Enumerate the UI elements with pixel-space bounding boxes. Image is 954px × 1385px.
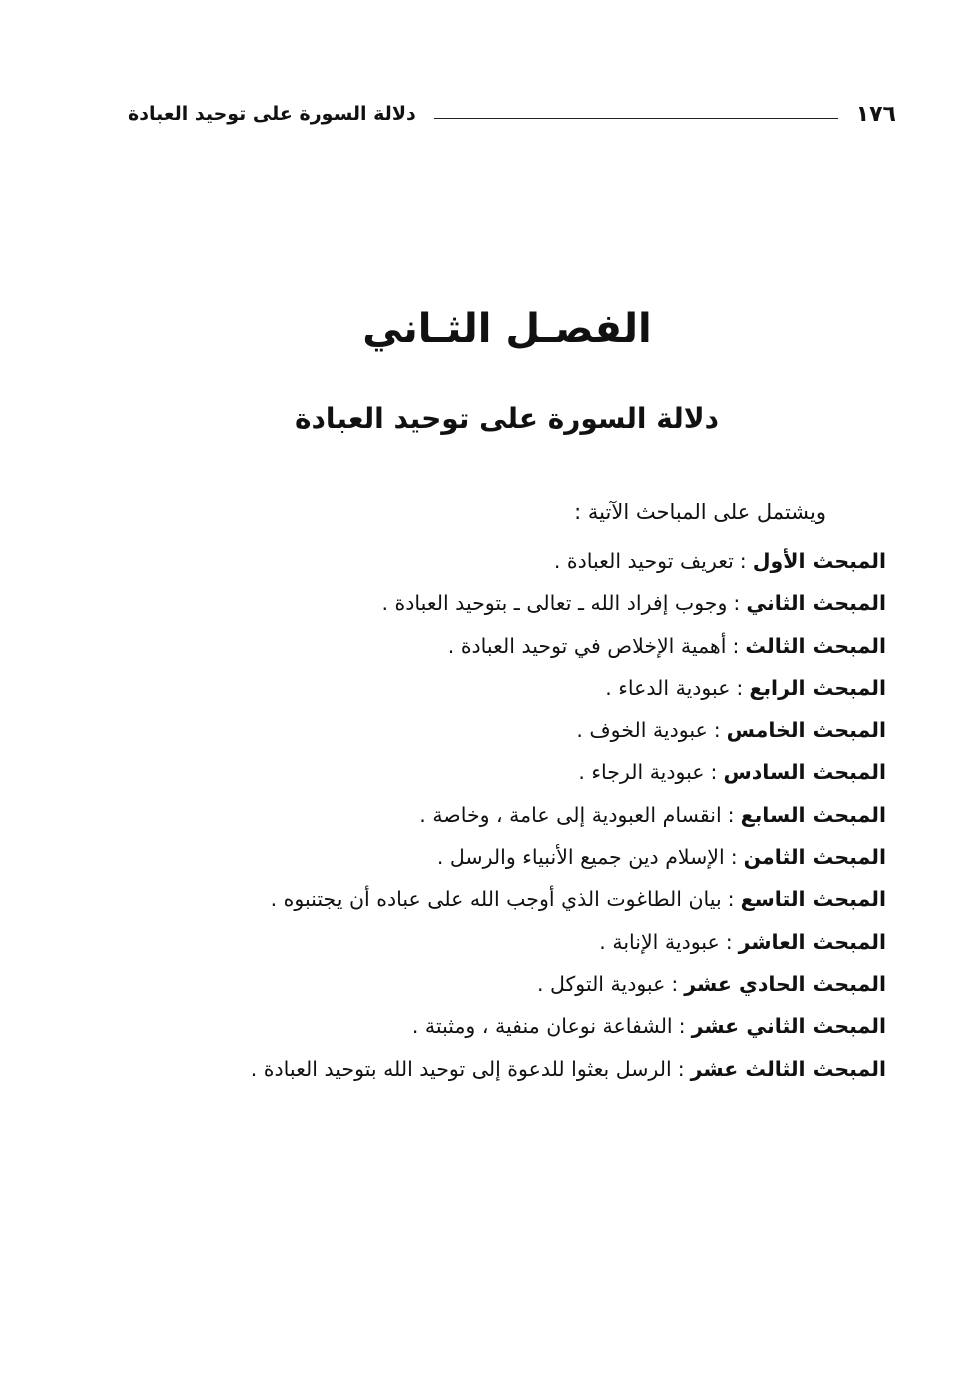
topic-item-7 [246, 794, 886, 836]
topic-text: انقسام العبودية إلى عامة ، وخاصة . [419, 802, 722, 827]
topic-text: الرسل بعثوا للدعوة إلى توحيد الله بتوحيد العبادة . [250, 1056, 672, 1081]
topic-separator: : [678, 1014, 686, 1039]
topic-separator: : [677, 1056, 685, 1081]
topic-item-10 [246, 921, 886, 963]
topic-item-2 [246, 582, 886, 624]
topic-label: المبحث الثالث [745, 633, 886, 658]
topic-text: الإسلام دين جميع الأنبياء والرسل . [436, 845, 725, 870]
topic-separator: : [733, 591, 741, 616]
topic-label: المبحث الرابع [749, 675, 886, 700]
topic-text: الشفاعة نوعان منفية ، ومثبتة . [411, 1014, 673, 1039]
running-header [128, 96, 896, 132]
header-rule [434, 118, 838, 119]
topic-item-11 [246, 963, 886, 1005]
running-header-title: دلالة السورة على توحيد العبادة [128, 103, 416, 125]
topic-text: عبودية الرجاء . [578, 760, 705, 785]
topic-label: المبحث السادس [723, 760, 886, 785]
topic-label: المبحث الثاني [746, 591, 886, 616]
topic-item-4 [246, 667, 886, 709]
topic-label: المبحث التاسع [740, 887, 886, 912]
topic-label: المبحث الخامس [726, 718, 886, 743]
topic-label: المبحث الحادي عشر [684, 971, 886, 996]
topic-separator: : [736, 675, 744, 700]
topic-label: المبحث الثاني عشر [691, 1014, 886, 1039]
topic-label: المبحث الأول [752, 549, 886, 573]
topic-separator: : [725, 929, 733, 954]
topic-label: المبحث العاشر [738, 929, 886, 954]
topic-item-8 [246, 836, 886, 878]
topic-text: أهمية الإخلاص في توحيد العبادة . [447, 633, 727, 658]
topic-item-5 [246, 709, 886, 751]
topic-separator: : [727, 802, 735, 827]
topic-item-12 [246, 1005, 886, 1047]
topic-separator: : [739, 549, 747, 573]
topic-item-1 [246, 540, 886, 582]
chapter-subtitle: دلالة السورة على توحيد العبادة [294, 402, 719, 435]
topic-separator: : [710, 760, 718, 785]
topic-text: عبودية التوكل . [536, 971, 666, 996]
topic-item-6 [246, 751, 886, 793]
topic-separator: : [732, 633, 740, 658]
topic-text: عبودية الدعاء . [605, 675, 731, 700]
topic-label: المبحث السابع [740, 802, 886, 827]
topic-item-9 [246, 878, 886, 920]
topic-text: عبودية الإنابة . [599, 929, 720, 954]
topic-text: بيان الطاغوت الذي أوجب الله على عباده أن يجتنبوه . [270, 887, 722, 912]
topic-item-3 [246, 625, 886, 667]
topics-list [246, 540, 886, 1090]
topic-label: المبحث الثالث عشر [690, 1056, 886, 1081]
topic-separator: : [671, 971, 679, 996]
topic-text: عبودية الخوف . [576, 718, 708, 743]
intro-text: ويشتمل على المباحث الآتية : [574, 500, 826, 524]
topic-item-13 [246, 1048, 886, 1090]
topic-label: المبحث الثامن [743, 845, 886, 870]
topic-text: وجوب إفراد الله ـ تعالى ـ بتوحيد العبادة . [381, 591, 728, 616]
topic-separator: : [730, 845, 738, 870]
topic-separator: : [713, 718, 721, 743]
topic-separator: : [727, 887, 735, 912]
chapter-title: الفصـل الثـاني [362, 306, 652, 352]
topic-text: تعريف توحيد العبادة . [553, 549, 734, 573]
page-number: ١٧٦ [855, 101, 896, 127]
